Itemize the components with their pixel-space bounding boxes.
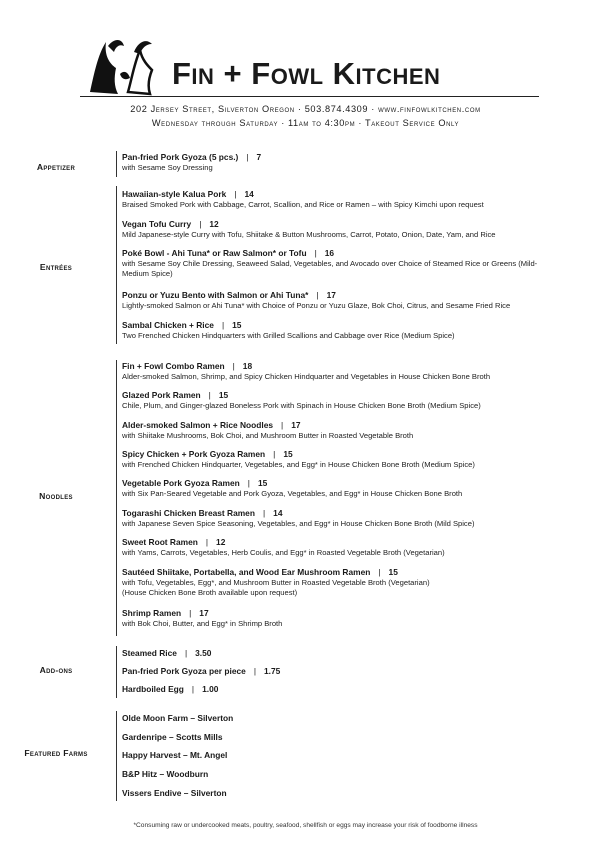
section-label-noodles: Noodles <box>39 491 73 501</box>
fish-fowl-logo <box>84 34 160 98</box>
addon-item: Pan-fried Pork Gyoza per piece | 1.75 <box>122 666 281 676</box>
farm-item: B&P Hitz – Woodburn <box>122 769 209 779</box>
menu-item: Alder-smoked Salmon + Rice Noodles | 17 with Shiitake Mushrooms, Bok Choi, and Mushroom Butter in Roasted Vegetable Broth <box>122 420 414 440</box>
menu-item: Shrimp Ramen | 17 with Bok Choi, Butter, and Egg* in Shrimp Broth <box>122 608 283 628</box>
hours-line: Wednesday through Saturday · 11am to 4:30pm · Takeout Service Only <box>151 118 460 128</box>
addon-item: Steamed Rice | 3.50 <box>122 648 212 658</box>
section-label-entrees: Entrées <box>39 262 73 272</box>
menu-item: Vegetable Pork Gyoza Ramen | 15 with Six Pan-Seared Vegetable and Pork Gyoza, Vegetables, and Egg* in House Chicken Bone Broth <box>122 478 463 498</box>
menu-item: Hawaiian-style Kalua Pork | 14 Braised Smoked Pork with Cabbage, Carrot, Scallion, and Rice or Ramen – with Spicy Kimchi upon request <box>122 189 484 209</box>
section-label-appetizer: Appetizer <box>36 162 76 172</box>
section-bracket <box>116 186 117 344</box>
farm-item: Olde Moon Farm – Silverton <box>122 713 234 723</box>
farm-item: Gardenripe – Scotts Mills <box>122 732 223 742</box>
address-line: 202 Jersey Street, Silverton Oregon · 503.874.4309 · www.finfowlkitchen.com <box>130 104 481 114</box>
menu-item: Sautéed Shiitake, Portabella, and Wood Ear Mushroom Ramen | 15 with Tofu, Vegetables, Egg*, and Mushroom Butter in Roasted Vegetable Broth (Vegetarian) (House Chicken Bone Broth available upon request) <box>122 567 430 597</box>
addon-item: Hardboiled Egg | 1.00 <box>122 684 219 694</box>
section-bracket <box>116 360 117 636</box>
menu-item: Sambal Chicken + Rice | 15 Two Frenched Chicken Hindquarters with Grilled Scallions and Cabbage over Rice (Medium Spice) <box>122 320 455 340</box>
farm-item: Happy Harvest – Mt. Angel <box>122 750 228 760</box>
menu-item: Spicy Chicken + Pork Gyoza Ramen | 15 with Frenched Chicken Hindquarter, Vegetables, and Egg* in House Chicken Bone Broth (Medium Spice) <box>122 449 475 469</box>
menu-item: Poké Bowl - Ahi Tuna* or Raw Salmon* or Tofu | 16 with Sesame Soy Chile Dressing, Seaweed Salad, Vegetables, and Avocado over Choice of Steamed Rice or Greens (Mild-Medium Spice) <box>122 248 538 278</box>
farm-item: Vissers Endive – Silverton <box>122 788 227 798</box>
menu-item: Glazed Pork Ramen | 15 Chile, Plum, and Ginger-glazed Boneless Pork with Spinach in House Chicken Bone Broth (Medium Spice) <box>122 390 481 410</box>
section-bracket <box>116 646 117 698</box>
menu-item: Ponzu or Yuzu Bento with Salmon or Ahi Tuna* | 17 Lightly-smoked Salmon or Ahi Tuna* with Choice of Ponzu or Yuzu Glaze, Bok Choi, Citrus, and Sesame Fried Rice <box>122 290 511 310</box>
menu-item: Pan-fried Pork Gyoza (5 pcs.) | 7 with Sesame Soy Dressing <box>122 152 262 172</box>
menu-item: Vegan Tofu Curry | 12 Mild Japanese-style Curry with Tofu, Shiitake & Button Mushrooms, Carrot, Potato, Onion, Date, Yam, and Rice <box>122 219 496 239</box>
section-label-addons: Add-ons <box>39 665 73 675</box>
header-divider <box>80 96 539 97</box>
restaurant-title: Fin + Fowl Kitchen <box>172 56 441 91</box>
section-label-farms: Featured Farms <box>24 748 88 758</box>
menu-item: Fin + Fowl Combo Ramen | 18 Alder-smoked Salmon, Shrimp, and Spicy Chicken Hindquarter and Vegetables in House Chicken Bone Broth <box>122 361 491 381</box>
section-bracket <box>116 711 117 801</box>
section-bracket <box>116 151 117 177</box>
menu-item: Sweet Root Ramen | 12 with Yams, Carrots, Vegetables, Herb Coulis, and Egg* in Roasted Vegetable Broth (Vegetarian) <box>122 537 445 557</box>
menu-item: Togarashi Chicken Breast Ramen | 14 with Japanese Seven Spice Seasoning, Vegetables, and Egg* in House Chicken Bone Broth (Mild Spice) <box>122 508 475 528</box>
health-disclaimer: *Consuming raw or undercooked meats, poultry, seafood, shellfish or eggs may increase your risk of foodborne illness <box>133 822 478 829</box>
